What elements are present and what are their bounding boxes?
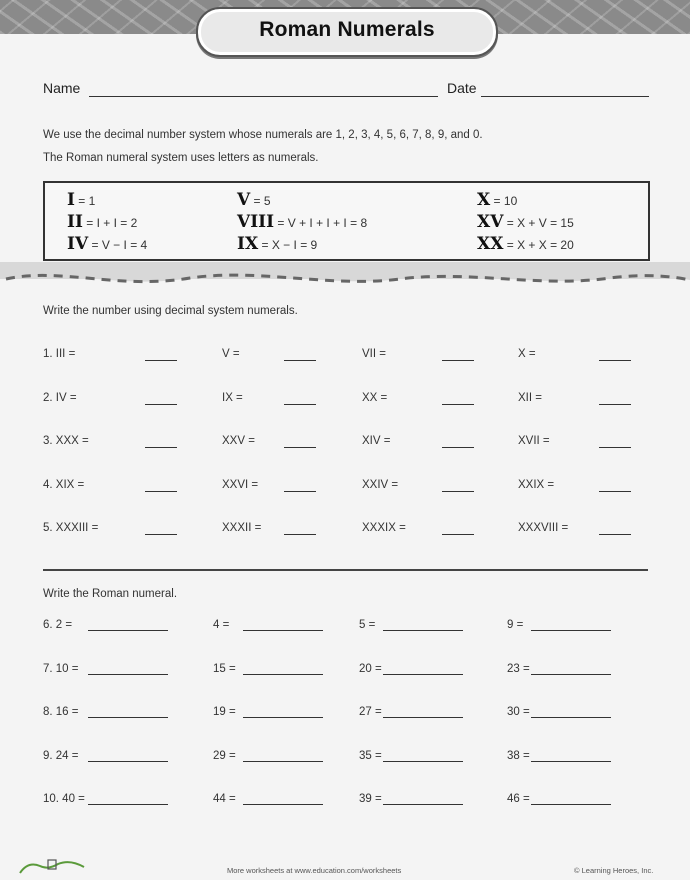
intro-line-1: We use the decimal number system whose numerals are 1, 2, 3, 4, 5, 6, 7, 8, 9, and 0. xyxy=(43,129,483,141)
decimal-question: XII = xyxy=(518,391,542,404)
intro-line-2: The Roman numeral system uses letters as numerals. xyxy=(43,152,319,164)
decimal-question: XXIX = xyxy=(518,478,555,491)
roman-question: 38 = xyxy=(507,749,530,762)
roman-question: 20 = xyxy=(359,662,382,675)
answer-blank[interactable] xyxy=(383,630,463,631)
reference-item xyxy=(67,212,137,232)
section-divider xyxy=(43,569,648,571)
reference-expression: = I + I = 2 xyxy=(86,216,138,230)
reference-expression: = 5 xyxy=(253,194,271,208)
decimal-question: 1. III = xyxy=(43,348,76,360)
answer-blank[interactable] xyxy=(599,447,631,448)
decimal-question: XXVI = xyxy=(222,478,259,491)
answer-blank[interactable] xyxy=(442,404,474,405)
answer-blank[interactable] xyxy=(383,761,463,762)
education-logo-icon xyxy=(18,858,88,876)
answer-blank[interactable] xyxy=(599,404,631,405)
answer-blank[interactable] xyxy=(531,761,611,762)
roman-question: 44 = xyxy=(213,793,236,805)
cut-line-divider xyxy=(0,262,690,296)
roman-question: 27 = xyxy=(359,706,382,718)
roman-question: 7. 10 = xyxy=(43,662,79,675)
decimal-question: XXXII = xyxy=(222,522,262,534)
reference-item xyxy=(477,190,517,210)
reference-item xyxy=(67,234,147,254)
reference-symbol: VIII xyxy=(237,212,275,232)
reference-box xyxy=(43,181,650,261)
reference-item xyxy=(237,212,367,232)
decimal-question: 2. IV = xyxy=(43,391,77,404)
answer-blank[interactable] xyxy=(243,804,323,805)
roman-question: 29 = xyxy=(213,749,236,762)
answer-blank[interactable] xyxy=(145,447,177,448)
reference-item xyxy=(477,212,574,232)
answer-blank[interactable] xyxy=(284,404,316,405)
roman-question: 8. 16 = xyxy=(43,706,79,718)
roman-question: 15 = xyxy=(213,662,236,675)
answer-blank[interactable] xyxy=(88,804,168,805)
roman-question: 9. 24 = xyxy=(43,749,79,762)
answer-blank[interactable] xyxy=(383,717,463,718)
section1-heading: Write the number using decimal system numerals. xyxy=(43,305,298,317)
decimal-question: X = xyxy=(518,348,536,360)
answer-blank[interactable] xyxy=(243,630,323,631)
decimal-question: V = xyxy=(222,348,240,360)
reference-symbol: V xyxy=(237,190,251,210)
answer-blank[interactable] xyxy=(531,717,611,718)
answer-blank[interactable] xyxy=(243,674,323,675)
answer-blank[interactable] xyxy=(531,674,611,675)
answer-blank[interactable] xyxy=(284,534,316,535)
answer-blank[interactable] xyxy=(531,804,611,805)
decimal-question: XX = xyxy=(362,391,388,404)
reference-item xyxy=(477,234,574,254)
answer-blank[interactable] xyxy=(531,630,611,631)
reference-symbol: IX xyxy=(237,234,259,254)
reference-item xyxy=(237,190,271,210)
footer-copyright: © Learning Heroes, Inc. xyxy=(574,866,654,875)
answer-blank[interactable] xyxy=(383,674,463,675)
roman-question: 9 = xyxy=(507,619,524,631)
answer-blank[interactable] xyxy=(145,360,177,361)
answer-blank[interactable] xyxy=(599,360,631,361)
decimal-question: VII = xyxy=(362,348,386,360)
answer-blank[interactable] xyxy=(442,360,474,361)
decimal-question: XXIV = xyxy=(362,478,399,491)
reference-expression: = 10 xyxy=(493,194,518,208)
decimal-question: 4. XIX = xyxy=(43,478,85,491)
decimal-question: 3. XXX = xyxy=(43,435,89,447)
answer-blank[interactable] xyxy=(88,717,168,718)
decimal-question: XVII = xyxy=(518,435,550,447)
answer-blank[interactable] xyxy=(383,804,463,805)
roman-question: 30 = xyxy=(507,706,530,718)
reference-expression: = V + I + I + I = 8 xyxy=(277,216,368,230)
name-label: Name xyxy=(43,80,81,96)
answer-blank[interactable] xyxy=(145,534,177,535)
answer-blank[interactable] xyxy=(88,761,168,762)
answer-blank[interactable] xyxy=(145,404,177,405)
section2-heading: Write the Roman numeral. xyxy=(43,588,178,600)
roman-question: 35 = xyxy=(359,749,382,762)
answer-blank[interactable] xyxy=(88,630,168,631)
reference-symbol: II xyxy=(67,212,83,232)
roman-question: 10. 40 = xyxy=(43,793,85,805)
answer-blank[interactable] xyxy=(284,360,316,361)
reference-symbol: XV xyxy=(477,212,504,232)
answer-blank[interactable] xyxy=(88,674,168,675)
roman-question: 5 = xyxy=(359,619,376,631)
decimal-question: XXXIX = xyxy=(362,522,406,534)
name-field-line[interactable] xyxy=(89,96,438,97)
answer-blank[interactable] xyxy=(599,534,631,535)
answer-blank[interactable] xyxy=(284,447,316,448)
reference-symbol: XX xyxy=(477,234,504,254)
reference-expression: = V − I = 4 xyxy=(91,238,148,252)
roman-question: 46 = xyxy=(507,793,530,805)
answer-blank[interactable] xyxy=(243,761,323,762)
answer-blank[interactable] xyxy=(442,534,474,535)
answer-blank[interactable] xyxy=(145,491,177,492)
answer-blank[interactable] xyxy=(599,491,631,492)
roman-question: 23 = xyxy=(507,662,530,675)
roman-question: 39 = xyxy=(359,793,382,805)
decimal-question: IX = xyxy=(222,391,243,404)
answer-blank[interactable] xyxy=(442,447,474,448)
page-title: Roman Numerals xyxy=(259,18,435,41)
reference-item xyxy=(67,190,95,210)
decimal-question: XXXVIII = xyxy=(518,522,569,534)
decimal-question: 5. XXXIII = xyxy=(43,522,99,534)
reference-symbol: X xyxy=(477,190,491,210)
answer-blank[interactable] xyxy=(284,491,316,492)
reference-expression: = X + V = 15 xyxy=(506,216,574,230)
reference-expression: = X + X = 20 xyxy=(506,238,574,252)
date-field-line[interactable] xyxy=(481,96,649,97)
answer-blank[interactable] xyxy=(243,717,323,718)
reference-symbol: I xyxy=(67,190,75,210)
reference-symbol: IV xyxy=(67,234,89,254)
date-label: Date xyxy=(447,80,477,96)
reference-item xyxy=(237,234,317,254)
answer-blank[interactable] xyxy=(442,491,474,492)
decimal-question: XXV = xyxy=(222,435,255,447)
roman-question: 4 = xyxy=(213,619,230,631)
roman-question: 6. 2 = xyxy=(43,619,73,631)
decimal-question: XIV = xyxy=(362,435,391,447)
footer-credit: More worksheets at www.education.com/worksheets xyxy=(227,866,402,875)
reference-expression: = X − I = 9 xyxy=(261,238,318,252)
reference-expression: = 1 xyxy=(78,194,96,208)
roman-question: 19 = xyxy=(213,706,236,718)
